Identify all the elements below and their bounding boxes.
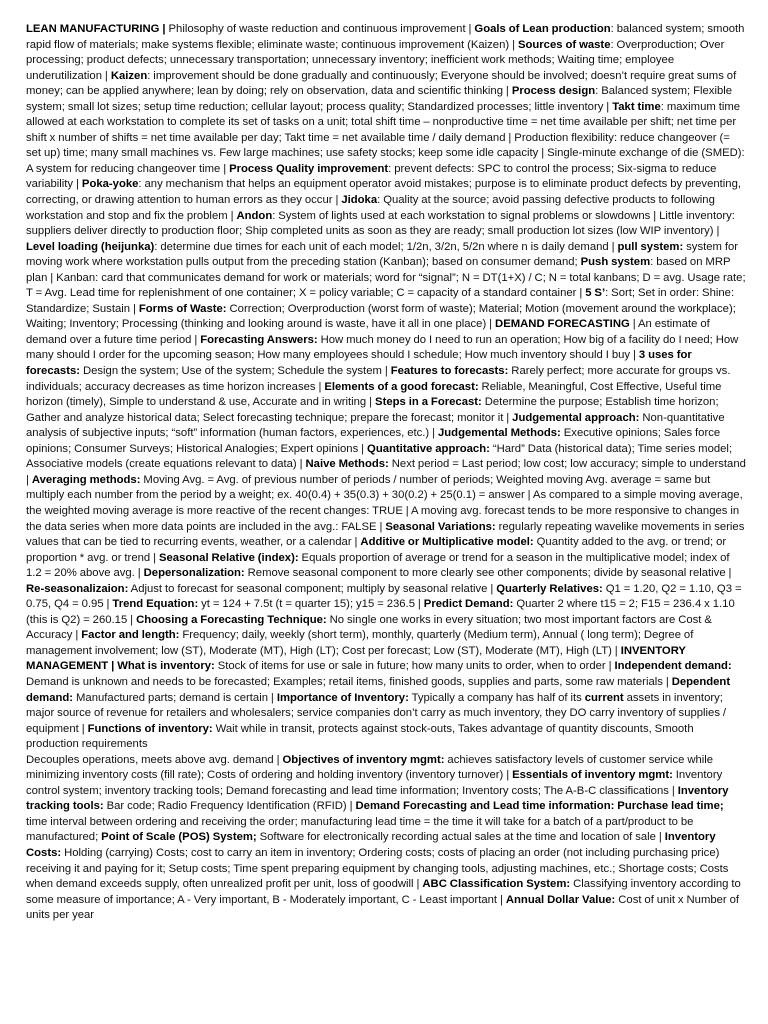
term-description: Equals proportion of average or trend for a season in the multiplicative model; index of 1.2 = 20% above avg. | [26, 551, 730, 580]
term-heading: Elements of a good forecast: [324, 380, 479, 393]
term-description: Demand is unknown and needs to be forecasted; Examples; retail items, finished goods, supplies and parts, some raw materials | [26, 675, 672, 688]
term-description: Cost of unit x Number of units per year [26, 893, 740, 922]
text-paragraph [26, 22, 746, 753]
term-description: Holding (carrying) Costs; cost to carry an item in inventory; Ordering costs; costs of placing an order (not including purchasing price) receiving it and paying for it; Setup costs; Time spent preparing equipment by changing tools, adjusting machines, etc.; Shortage costs; Costs when demand exceeds supply, often unrealized profit per unit, loss of goodwill | [26, 846, 729, 891]
term-heading: Quarterly Relatives: [496, 582, 603, 595]
term-heading: Forecasting Answers: [200, 333, 318, 346]
term-heading: Jidoka [341, 194, 378, 207]
term-heading: pull system: [617, 240, 684, 253]
term-heading: LEAN MANUFACTURING | [26, 23, 169, 35]
term-description: achieves satisfactory levels of customer service while minimizing inventory costs (fill rate); Costs of ordering and holding inventory (inventory turnover) | [26, 753, 714, 782]
term-heading: Essentials of inventory mgmt: [512, 769, 673, 782]
term-heading: Choosing a Forecasting Technique: [136, 613, 327, 626]
term-description: : based on MRP plan | Kanban: card that communicates demand for work or materials; word for “signal”; N = DT(1+X) / C; N = total kanbans; D = avg. Usage rate; T = Avg. Lead time for replenishment of one container; X = policy variable; C = capacity of a standard container | [26, 256, 746, 300]
term-heading: Features to forecasts: [390, 365, 509, 378]
term-description: Reliable, Meaningful, Cost Effective, Useful time horizon (timely), Simple to understand & use, Accurate and in writing | [26, 380, 722, 409]
term-heading: Additive or Multiplicative model: [360, 536, 534, 549]
term-heading: Judgemental approach: [512, 411, 640, 424]
term-description: Manufactured parts; demand is certain | [73, 691, 277, 704]
term-heading: Goals of Lean production [474, 23, 611, 35]
term-description: Executive opinions; Sales force opinions; Consumer Surveys; Historical Analogies; Expert opinions | [26, 427, 721, 455]
term-description: Inventory control system; inventory tracking tools; Demand forecasting and lead time information; Inventory costs; The A-B-C classifications | [26, 769, 723, 797]
term-heading: ABC Classification System: [422, 878, 571, 891]
term-heading: Sources of waste [517, 38, 611, 51]
term-heading: Factor and length: [81, 629, 180, 642]
term-description: Rarely perfect; more accurate for groups vs. individuals; accuracy decreases as time horizon increases | [26, 365, 731, 393]
term-heading: Poka-yoke [81, 178, 139, 191]
term-heading: Naive Methods: [305, 458, 389, 471]
term-heading: current [584, 691, 624, 704]
term-description: : Overproduction; Over processing; product defects; unnecessary transportation; unnecessary inventory; inefficient work methods; Waiting time; employee underutilization | [26, 38, 725, 82]
term-heading: Trend Equation: [112, 598, 199, 611]
term-heading: Judgemental Methods: [438, 427, 561, 440]
term-description: | An estimate of demand over a future time period | [26, 318, 710, 346]
term-description: : improvement should be done gradually and continuously; Everyone should be involved; doesn’t require great sums of money; can be applied anywhere; lean by doing; rely on observation, data and scientific thinking | [26, 69, 737, 98]
term-heading: Depersonalization: [143, 567, 245, 580]
term-description: : determine due times for each unit of each model; 1/2n, 3/2n, 5/2n where n is daily demand | [154, 240, 618, 253]
term-heading: Importance of Inventory: [276, 691, 409, 704]
term-heading: Functions of inventory: [87, 722, 213, 735]
term-description: Quarter 2 where t15 = 2; F15 = 236.4 x 1.10 (this is Q2) = 260.15 | [26, 598, 735, 626]
term-description: Non-quantitative analysis of subjective inputs; “soft” information (human factors, experiences, etc.) | [26, 411, 725, 440]
term-description: assets in inventory; major source of revenue for retailers and wholesalers; service companies don’t carry as much inventory, they DO carry inventory of supplies / equipment | [26, 691, 727, 735]
cheat-sheet-text [26, 22, 746, 924]
term-heading: Seasonal Relative (index): [158, 551, 299, 564]
term-description: system for moving work where workstation pulls output from the preceding station (Kanban); based on consumer demand; [26, 240, 739, 269]
term-description: Quantity added to the avg. or trend; or proportion * avg. or trend | [26, 536, 727, 564]
term-heading: Steps in a Forecast: [375, 396, 482, 409]
term-heading: Andon [236, 209, 273, 222]
term-description: Decouples operations, meets above avg. demand | [26, 753, 283, 766]
term-heading: 5 S’ [585, 287, 606, 300]
term-description: How much money do I need to run an operation; How big of a facility do I need; How many should I order for the upcoming season; How many employees should I schedule; How much inventory should I buy | [26, 333, 739, 362]
term-description: Software for electronically recording actual sales at the time and location of sale | [256, 831, 665, 844]
term-heading: Objectives of inventory mgmt: [282, 753, 445, 766]
term-description: Correction; Overproduction (worst form of waste); Material; Motion (movement around the workplace); Waiting; Inventory; Processing (thinking and looking around is waste, have it all in one place) | [26, 302, 736, 331]
term-heading: Point of Scale (POS) System; [101, 831, 257, 844]
term-heading: Annual Dollar Value: [505, 893, 616, 906]
term-heading: Push system [580, 256, 651, 269]
term-description: : Quality at the source; avoid passing defective products to following workstation and stop and fix the problem | [26, 194, 715, 222]
term-description: Philosophy of waste reduction and continuous improvement | [168, 23, 475, 35]
term-heading: Takt time [612, 100, 661, 113]
term-description: : Balanced system; Flexible system; small lot sizes; setup time reduction; cellular layout; process quality; Standardized processes; little inventory | [26, 85, 733, 113]
term-description: Stock of items for use or sale in future; how many units to order, when to order | [214, 660, 615, 673]
term-heading: Demand Forecasting and Lead time information: Purchase lead time; [355, 800, 724, 813]
term-description: Remove seasonal component to more clearly see other components; divide by seasonal relative | [244, 567, 732, 580]
term-description: Wait while in transit, protects against stock-outs, Takes advantage of quantity discounts, Smooth production requirements [26, 722, 694, 751]
term-heading: Kaizen [110, 69, 148, 82]
term-heading: DEMAND FORECASTING [495, 318, 630, 331]
term-description: Design the system; Use of the system; Schedule the system | [80, 365, 391, 378]
term-heading: Quantitative approach: [367, 442, 490, 455]
term-heading: Level loading (heijunka) [26, 240, 155, 253]
term-description: yt = 124 + 7.5t (t = quarter 15); y15 = 236.5 | [198, 598, 424, 611]
term-description: regularly repeating wavelike movements in series values that can be tied to recurring events, weather, or a calendar | [26, 520, 745, 549]
term-description: Bar code; Radio Frequency Identification (RFID) | [103, 800, 356, 813]
term-heading: 3 uses for forecasts: [26, 349, 692, 378]
term-description: : maximum time allowed at each workstation to complete its set of tasks on a unit; total shift time – nonproductive time = net time available per shift; net time per shift x number of shifts = net time available per day; Takt time = net available time / daily demand | Production flexibility: reduce changeover (= set up) time; many small machines vs. Few large machines; use safety stocks; keep some idle capacity | Single-minute exchange of die (SMED): A system for reducing changeover time | [26, 100, 745, 175]
term-description: No single one works in every situation; two most important factors are Cost & Accuracy | [26, 613, 712, 642]
term-description: : prevent defects: SPC to control the process; Six-sigma to reduce variability | [26, 162, 717, 191]
term-description: Determine the purpose; Establish time horizon; Gather and analyze historical data; Select forecasting technique; prepare the forecast; monitor it | [26, 396, 719, 424]
term-description: “Hard” Data (historical data); Time series model; Associative models (create equations relevant to data) | [26, 442, 733, 471]
term-heading: INVENTORY MANAGEMENT | What is inventory: [26, 644, 686, 673]
term-heading: Predict Demand: [423, 598, 514, 611]
term-description: : Sort; Set in order: Shine: Standardize; Sustain | [26, 287, 735, 315]
text-paragraph [26, 753, 746, 924]
term-heading: Re-seasonalizaion: [26, 582, 129, 595]
term-description: Moving Avg. = Avg. of previous number of periods / number of periods; Weighted moving Avg. average = same but multiply each number from the period by a weight; ex. 40(0.4) + 35(0.3) + 30(0.2) + 25(0.1) = answer | As compared to a simple moving average, the weighted moving average is more reactive of the recent changes: TRUE | A moving avg. forecast tends to be more responsive to changes in the data series when more data points are included in the avg.: FALSE | [26, 473, 743, 533]
term-heading: Independent demand: [614, 660, 732, 673]
term-description: : System of lights used at each workstation to signal problems or slowdowns | Little inventory: suppliers deliver directly to production floor; Ship completed units as soon as they are ready; small production lot sizes (low WIP inventory) | [26, 209, 735, 238]
term-heading: Process Quality improvement [229, 162, 389, 175]
term-description: Q1 = 1.20, Q2 = 1.10, Q3 = 0.75, Q4 = 0.95 | [26, 582, 742, 611]
term-heading: Inventory Costs: [26, 831, 716, 859]
term-description: Next period = Last period; low cost; low accuracy; simple to understand | [26, 458, 746, 486]
term-heading: Inventory tracking tools: [26, 784, 729, 813]
term-description: Frequency; daily, weekly (short term), monthly, quarterly (Medium term), Annual ( long term); Degree of management involvement; low (ST), Moderate (MT), High (LT); Cost per forecast; Low (ST), Moderate (MT), High (LT) | [26, 629, 694, 657]
term-description: Typically a company has half of its [408, 691, 585, 704]
term-heading: Averaging methods: [31, 473, 141, 486]
term-heading: Process design [511, 85, 596, 98]
term-description: Adjust to forecast for seasonal component; multiply by seasonal relative | [128, 582, 497, 595]
term-heading: Seasonal Variations: [385, 520, 496, 533]
term-heading: Dependent demand: [26, 675, 731, 704]
term-description: time interval between ordering and receiving the order; manufacturing lead time = the time it will take for a batch of a part/product to be manufactured; [26, 815, 694, 844]
term-description: : balanced system; smooth rapid flow of materials; make systems flexible; eliminate waste; continuous improvement (Kaizen) | [26, 23, 745, 51]
term-heading: Forms of Waste: [138, 302, 227, 315]
term-description: Classifying inventory according to some measure of importance; A - Very important, B - Moderately important, C - Least important | [26, 878, 741, 906]
term-description: : any mechanism that helps an equipment operator avoid mistakes; purpose is to eliminate product defects by preventing, correcting, or drawing attention to human errors as they occur | [26, 178, 741, 207]
